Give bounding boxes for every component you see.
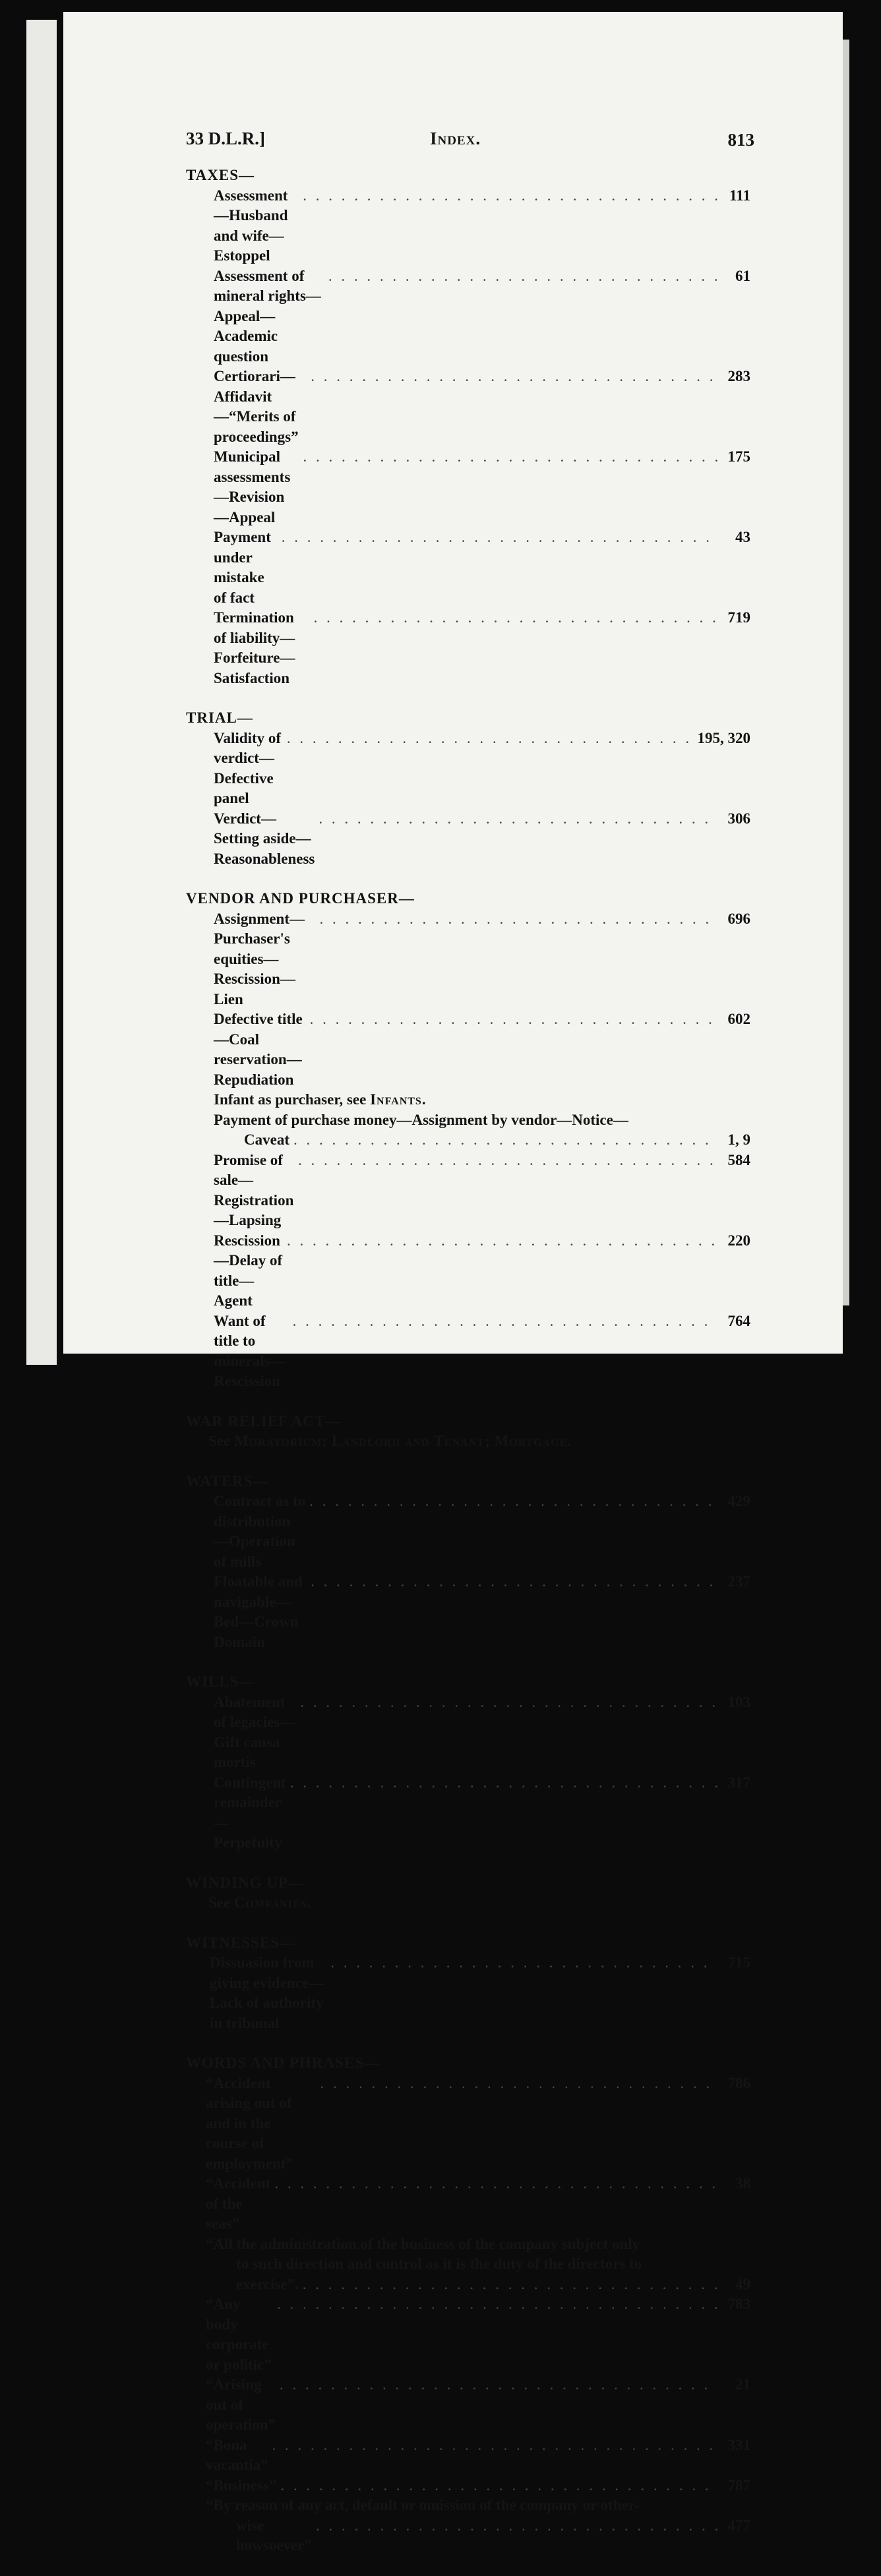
section-heading: WAR RELIEF ACT— [186,1412,342,1429]
entry-text: Floatable and navigable—Bed—Crown Domain [214,1573,303,1650]
dot-leader [320,909,718,930]
index-entry-multiline [206,2496,750,2556]
index-entry [210,1953,750,2033]
entry-list [208,1893,750,1913]
cross-reference-entry [208,1431,750,1452]
entry-text: “Arising out of operation” [206,2376,276,2433]
page-edge-shadow [843,40,849,1305]
section-war-relief-act [179,1412,750,1452]
index-entry [214,809,750,870]
index-entry [206,2174,750,2234]
entry-page: 429 [727,1493,750,1509]
entry-page: 237 [727,1573,750,1590]
entry-list [214,729,750,870]
entry-text: Promise of sale—Registration—Lapsing [214,1151,294,1228]
index-entry [214,527,750,608]
section-waters [179,1472,750,1653]
entry-text: Abatement of legacies—Gift causa mortis [214,1693,295,1770]
section-witnesses [179,1933,750,2034]
dot-leader [290,1773,717,1793]
index-entry [206,2294,750,2375]
dot-leader [309,1491,717,1512]
dot-leader [319,809,717,829]
section-heading: WATERS— [186,1472,269,1489]
entry-continuation [206,2275,750,2295]
entry-text: Assessment of mineral rights—Appeal—Academic question [214,267,321,365]
dot-leader [320,2074,717,2094]
entry-text: Assessment—Husband and wife—Estoppel [214,187,288,264]
section-heading: WINDING UP— [186,1874,305,1891]
cross-reference-link: Mortgage. [494,1433,572,1449]
dot-leader [330,1953,717,1973]
section-heading: VENDOR AND PURCHASER— [186,890,415,907]
entry-page: 306 [727,810,750,827]
dot-leader [293,1311,717,1332]
entry-page: 602 [727,1011,750,1027]
entry-list [214,1692,750,1853]
index-entry [214,1491,750,1572]
entry-text: Rescission—Delay of title—Agent [214,1232,283,1309]
dot-leader [316,2516,717,2536]
section-trial [179,708,750,869]
entry-text: Caveat [244,1131,289,1148]
entry-page: 786 [727,2074,750,2091]
entry-text: Payment under mistake of fact [214,529,271,606]
dot-leader [280,2375,717,2395]
dot-leader [300,1692,717,1713]
dot-leader [328,266,717,287]
index-content [179,129,754,2576]
dot-leader [272,2436,717,2456]
entry-continuation [214,1130,750,1151]
entry-list [214,909,750,1392]
entry-text: “Any body corporate or politic” [206,2296,272,2373]
dot-leader [314,608,717,628]
page-number: 813 [727,130,754,150]
index-entry [214,909,750,1010]
entry-text: Verdict—Setting aside—Reasonableness [214,810,315,867]
entry-text: wise howsoever” [236,2517,312,2554]
entry-text: “Accident of the seas” [206,2175,271,2232]
entry-list [208,1431,750,1452]
cross-reference-link: Moratorium; [233,1433,328,1449]
entry-page: 787 [727,2476,750,2494]
index-entry [214,266,750,367]
see-label: See [208,1433,231,1449]
entry-page: 21 [735,2376,750,2393]
entry-text: Validity of verdict—Defective panel [214,729,282,806]
section-heading: WITNESSES— [186,1934,295,1951]
entry-page: 783 [727,2296,750,2312]
entry-page: 696 [727,910,750,927]
entry-text: Municipal assessments—Revision—Appeal [214,448,291,525]
dot-leader [280,2476,717,2496]
entry-page: 103 [727,1693,750,1710]
cross-reference-link: Infants. [370,1091,427,1108]
entry-page: 715 [727,1954,750,1971]
dot-leader [287,729,694,749]
dot-leader [282,527,717,548]
cross-reference-entry [214,1090,750,1110]
dot-leader [311,1572,717,1592]
entry-page: 764 [727,1312,750,1329]
running-head [179,129,754,165]
entry-list [214,1491,750,1652]
entry-page: 584 [727,1151,750,1168]
dot-leader [277,2294,717,2315]
entry-page: 719 [727,609,750,626]
dot-leader [303,447,717,467]
index-entry [214,1773,750,1853]
dot-leader [298,1151,717,1171]
entry-list [206,2074,750,2556]
entry-page: 61 [735,267,750,284]
entry-page: 220 [727,1232,750,1249]
section-wills [179,1672,750,1853]
index-entry [214,1009,750,1090]
dot-leader [303,186,717,206]
entry-text: Certiorari—Affidavit—“Merits of proceedings” [214,368,299,445]
entry-page: 283 [727,368,750,384]
see-label: See [208,1894,231,1911]
index-entry [214,1692,750,1773]
index-entry [214,447,750,527]
entry-text: Defective title—Coal reservation—Repudiation [214,1011,303,1088]
entry-list [210,1953,750,2033]
entry-text: Payment of purchase money—Assignment by vendor—Notice— [214,1111,628,1128]
index-entry [206,2375,750,2436]
entry-text: exercise”. [236,2275,299,2292]
page-title: Index. [430,129,481,148]
cross-reference-link: Companies. [233,1894,312,1911]
dot-leader [274,2174,717,2194]
index-entry [214,1151,750,1231]
entry-page: 331 [727,2436,750,2453]
index-entry [214,608,750,688]
section-heading: TRIAL— [186,709,253,726]
dot-leader [293,1130,717,1151]
index-entry-multiline [206,2234,750,2295]
index-entry [214,729,750,809]
section-heading: TAXES— [186,167,255,183]
index-entry [214,1311,750,1392]
entry-text: “By reason of any act, default or omission of the company or other- [206,2497,640,2513]
index-entry [214,1572,750,1652]
entry-list [214,186,750,689]
entry-text: Assignment—Purchaser's equities—Rescission—Lien [214,910,305,1007]
index-entry [206,2074,750,2174]
index-entry [206,2476,750,2496]
entry-text: “Business” [206,2476,277,2494]
entry-text: “All the administration of the business of the company subject only [206,2235,640,2252]
entry-page: 195, 320 [697,729,750,746]
section-vendor-and-purchaser [179,889,750,1392]
section-taxes [179,165,750,688]
entry-continuation [206,2516,750,2556]
entry-text: to such direction and control as it is the duty of the directors to [236,2256,642,2272]
entry-page: 38 [735,2175,750,2192]
dot-leader [303,2275,717,2295]
entry-page: 477 [727,2517,750,2534]
entry-text: Infant as purchaser, see [214,1091,371,1108]
dot-leader [311,367,717,387]
dot-leader [287,1231,717,1251]
facing-page-edge [26,20,57,1365]
section-heading: WILLS— [186,1673,255,1690]
entry-text: Termination of liability—Forfeiture—Satisfaction [214,609,295,686]
entry-page: 43 [735,529,750,545]
section-winding-up [179,1873,750,1913]
entry-text: Dissuasion from giving evidence—Lack of authority in tribunal [210,1954,324,2031]
entry-page: 49 [735,2275,750,2292]
entry-page: 175 [727,448,750,465]
entry-text: Want of title to minerals—Rescission [214,1312,286,1389]
cross-reference-entry [208,1893,750,1913]
section-words-and-phrases [179,2053,750,2556]
entry-text: Contingent remainder—Perpetuity [214,1774,286,1851]
dot-leader [310,1009,717,1030]
index-entry [214,367,750,447]
entry-page: 111 [729,187,750,204]
entry-page: 317 [727,1774,750,1791]
entry-text: “Bona vacantia” [206,2436,268,2473]
entry-text: Contract as to distribution—Operation of mills [214,1493,306,1570]
entry-text: “Accident arising out of and in the course of employment” [206,2074,293,2172]
cross-reference-link: Landlord and Tenant; [331,1433,491,1449]
index-entry-multiline [214,1110,750,1151]
index-entry [206,2436,750,2476]
section-heading: WORDS AND PHRASES— [186,2054,380,2071]
index-entry [214,186,750,266]
volume-reference: 33 D.L.R.] [186,129,265,148]
entry-page: 1, 9 [727,1131,750,1148]
index-entry [214,1231,750,1311]
